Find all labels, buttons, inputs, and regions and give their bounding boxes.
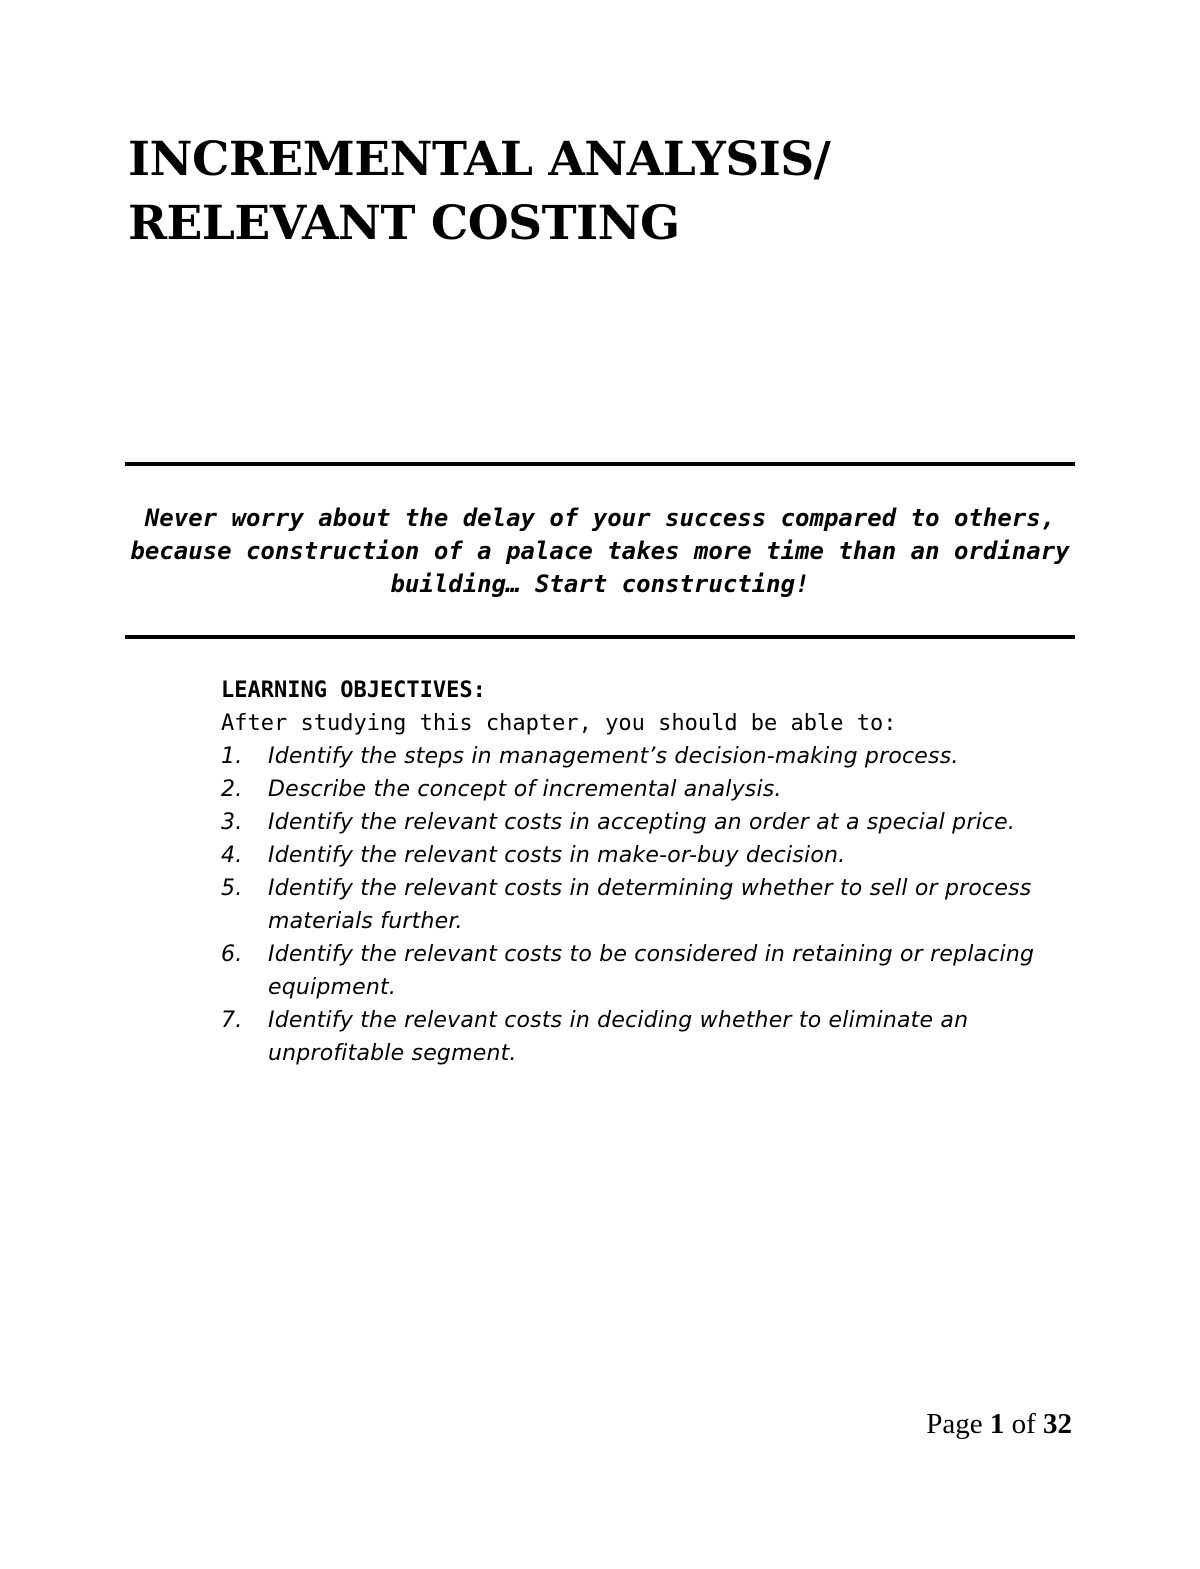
page-current: 1 bbox=[989, 1408, 1005, 1440]
learning-objectives-section bbox=[221, 674, 1071, 1070]
list-item-number: 4. bbox=[221, 843, 243, 868]
learning-objectives-intro: After studying this chapter, you should be able to: bbox=[221, 711, 897, 736]
list-item bbox=[221, 872, 1071, 938]
motivational-quote: Never worry about the delay of your success compared to others, because construction of a palace takes more time than an ordinary building… Start constructing! bbox=[130, 504, 1070, 598]
learning-objectives-heading: LEARNING OBJECTIVES: bbox=[221, 678, 486, 703]
list-item-number: 5. bbox=[221, 876, 243, 901]
list-item bbox=[221, 773, 1071, 806]
list-item bbox=[221, 806, 1071, 839]
page-prefix: Page bbox=[926, 1408, 983, 1440]
learning-objectives-list bbox=[221, 740, 1071, 1070]
list-item-number: 3. bbox=[221, 810, 243, 835]
list-item-text: Identify the relevant costs in make-or-buy decision. bbox=[268, 843, 846, 868]
page-of: of bbox=[1011, 1408, 1036, 1440]
list-item-text: Identify the relevant costs in accepting an order at a special price. bbox=[268, 810, 1016, 835]
list-item-text: Describe the concept of incremental analysis. bbox=[268, 777, 782, 802]
list-item-number: 1. bbox=[221, 744, 243, 769]
list-item bbox=[221, 839, 1071, 872]
list-item-number: 7. bbox=[221, 1008, 243, 1033]
list-item-number: 2. bbox=[221, 777, 243, 802]
list-item bbox=[221, 740, 1071, 773]
list-item-text: Identify the relevant costs to be considered in retaining or replacing equipment. bbox=[268, 942, 1035, 1000]
list-item-number: 6. bbox=[221, 942, 243, 967]
quote-top-divider bbox=[125, 462, 1075, 466]
quote-bottom-divider bbox=[125, 635, 1075, 639]
list-item-text: Identify the steps in management’s decision-making process. bbox=[268, 744, 959, 769]
title-line-1: INCREMENTAL ANALYSIS/ bbox=[128, 132, 831, 187]
list-item bbox=[221, 1004, 1071, 1070]
list-item-text: Identify the relevant costs in deciding whether to eliminate an unprofitable segment. bbox=[268, 1008, 969, 1066]
document-title bbox=[128, 128, 1068, 256]
list-item bbox=[221, 938, 1071, 1004]
page-total: 32 bbox=[1043, 1408, 1072, 1440]
page-number bbox=[926, 1404, 1072, 1444]
list-item-text: Identify the relevant costs in determining whether to sell or process materials further. bbox=[268, 876, 1032, 934]
title-line-2: RELEVANT COSTING bbox=[128, 196, 680, 251]
